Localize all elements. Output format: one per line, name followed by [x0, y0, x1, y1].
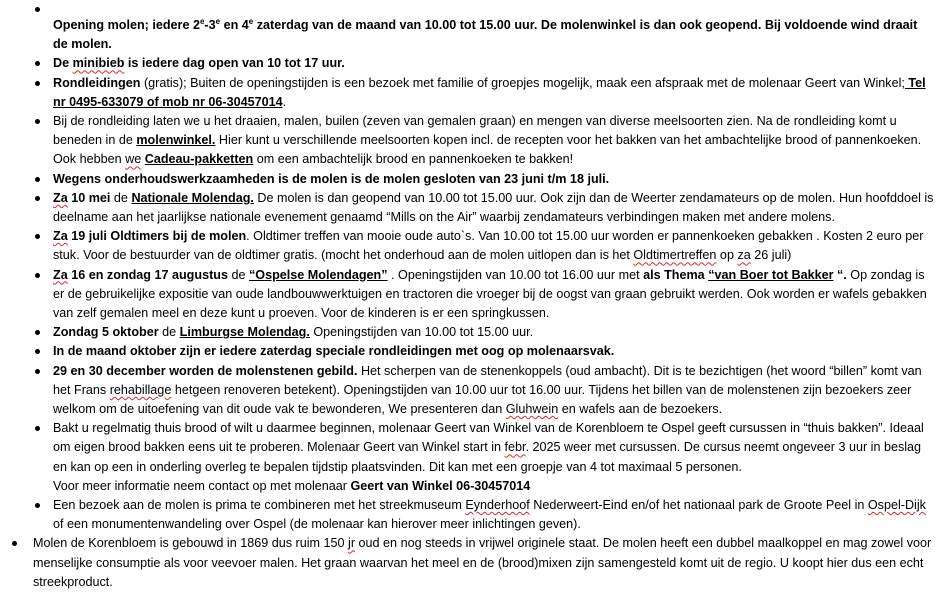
list-item-bezoek-combineren: Een bezoek aan de molen is prima te combineren met het streekmuseum Eynderhoof Nederweert-Eind en/of het nationaal park de Groote Peel in Ospel-Dijk of een monumentenwandeling over Ospel (de molenaar kan hierover meer inlichtingen geven).: [0, 496, 940, 534]
list-item-limburgse-molendag: Zondag 5 oktober de Limburgse Molendag. Openingstijden van 10.00 tot 15.00 uur.: [0, 323, 940, 342]
ospelse-molendagen-link[interactable]: “Ospelse Molendagen”: [248, 267, 388, 282]
list-item-opening: Opening molen; iedere 2e-3e en 4e zaterdag van de maand van 10.00 tot 15.00 uur. De molenwinkel is dan ook geopend. Bij voldoende wind draait de molen.: [0, 0, 940, 54]
list-item-minibieb: De minibieb is iedere dag open van 10 tot 17 uur.: [0, 54, 940, 73]
phone-link[interactable]: Tel nr 0495-633079 of mob nr 06-30457014: [53, 75, 926, 109]
limburgse-molendag-link[interactable]: Limburgse Molendag.: [179, 325, 310, 340]
boer-tot-bakker-link[interactable]: “van Boer tot Bakker: [708, 267, 834, 282]
list-item-onderhoud: Wegens onderhoudswerkzaamheden is de molen is de molen gesloten van 23 juni t/m 18 juli.: [0, 170, 940, 189]
nationale-molendag-link[interactable]: Nationale Molendag.: [131, 190, 254, 205]
molenwinkel-link[interactable]: molenwinkel.: [136, 133, 216, 148]
list-item-oldtimers: Za 19 juli Oldtimers bij de molen. Oldtimer treffen van mooie oude auto`s. Van 10.00 tot 15.00 uur worden er pannenkoeken gebakken . Kosten 2 euro per stuk. Voor de bestuurder van de oldtimer gratis. (mocht het onderhoud aan de molen uitlopen dan is het Oldtimertreffen op za 26 juli): [0, 227, 940, 265]
list-item-rondleiding-info: Bij de rondleiding laten we u het draaien, malen, builen (zeven van gemalen graan) en mengen van diverse meelsoorten zien. Na de rondleiding komt u beneden in de molenwinkel. Hier kunt u verschillende meelsoorten kopen incl. de recepten voor het bakken van het ambachtelijke brood of pannenkoeken. Ook hebben we Cadeau-pakketten om een ambachtelijk brood en pannenkoeken te bakken!: [0, 112, 940, 170]
list-item-rondleidingen: Rondleidingen (gratis); Buiten de openingstijden is een bezoek met familie of groepjes mogelijk, maak een afspraak met de molenaar Geert van Winkel; Tel nr 0495-633079 of mob nr 06-30457014.: [0, 74, 940, 112]
list-item-nationale-molendag: Za 10 mei de Nationale Molendag. De molen is dan geopend van 10.00 tot 15.00 uur. Ook zijn dan de Weerter zendamateurs op de molen. Hun hoofddoel is deelname aan het jaarlijkse nationale evenement genaamd “Mills on the Air” waarbij zendamateurs verbindingen maken met andere molens.: [0, 189, 940, 227]
cadeau-pakketten-link[interactable]: Cadeau-pakketten: [144, 152, 254, 167]
list-item-molenstenen: 29 en 30 december worden de molenstenen gebild. Het scherpen van de stenenkoppels (oud ambacht). Dit is te bezichtigen (het woord “billen” komt van het Frans rehabillage hetgeen renoveren betekent). Openingstijden van 10.00 uur tot 16.00 uur. Tijdens het billen van de molenstenen zijn bezoekers zeer welkom om de uitoefening van dit oude vak te bewonderen, We presenteren dan Gluhwein en wafels aan de bezoekers.: [0, 362, 940, 420]
list-item-oktober: In de maand oktober zijn er iedere zaterdag speciale rondleidingen met oog op molenaarsvak.: [0, 342, 940, 361]
list-item-cursussen: Bakt u regelmatig thuis brood of wilt u daarmee beginnen, molenaar Geert van Winkel van de Korenbloem te Ospel geeft cursussen in “thuis bakken”. Ideaal om eigen brood bakken eens uit te proberen. Molenaar Geert van Winkel start in febr. 2025 weer met cursussen. De cursus neemt ongeveer 3 uur in beslag en kan op een in onderling overleg te bepalen tijdstip plaatsvinden. Dit kan met een groepje van 4 tot maximaal 5 personen. Voor meer informatie neem contact op met molenaar Geert van Winkel 06-30457014: [0, 419, 940, 496]
list-item-ospelse-molendagen: Za 16 en zondag 17 augustus de “Ospelse Molendagen” . Openingstijden van 10.00 tot 16.00 uur met als Thema “van Boer tot Bakker “. Op zondag is er de gebruikelijke expositie van oude landbouwwerktuigen en tractoren die vroeger bij de oogst van graan gebruikt werden. Ook worden er wafels gebakken van zelf gemalen meel en deze kunt u proeven. Voor de kinderen is er een springkussen.: [0, 266, 940, 324]
history-list: [0, 534, 940, 592]
list-item-geschiedenis: Molen de Korenbloem is gebouwd in 1869 dus ruim 150 jr oud en nog steeds in vrijwel originele staat. De molen heeft een dubbel maalkoppel en mag zowel voor menselijke consumptie als voor veevoer malen. Het graan waarvan het meel en de (brood)mixen zijn samengesteld komt uit de regio. U koopt hier dus een echt streekproduct.: [0, 534, 940, 592]
